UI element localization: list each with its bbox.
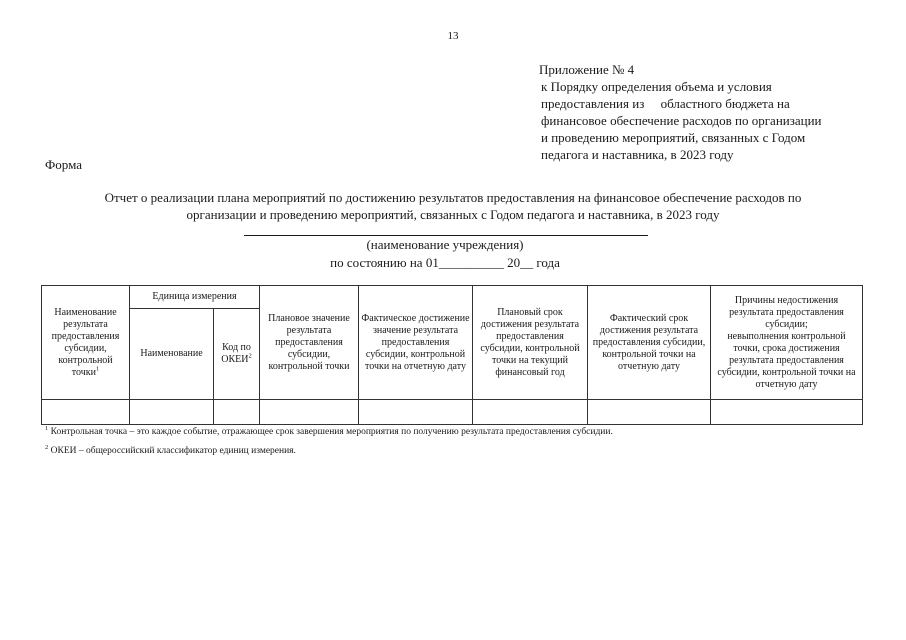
table-cell[interactable] [359,400,473,425]
as-of-date: по состоянию на 01__________ 20__ года [330,255,560,270]
page-number: 13 [447,30,459,42]
report-title-line: организации и проведению мероприятий, связанных с Годом педагога и наставника, в 2023 году [186,207,720,222]
appendix-line: и проведению мероприятий, связанных с Годом [541,130,806,145]
form-label: Форма [45,157,82,172]
table-cell[interactable] [588,400,711,425]
table-cell[interactable] [473,400,588,425]
header-planned-value: Плановое значение результата предоставления субсидии, контрольной точки [260,286,359,400]
header-actual-achievement: Фактическое достижение значение результата предоставления субсидии, контрольной точки на отчетную дату [359,286,473,400]
appendix-header [541,61,871,163]
table-cell[interactable] [42,400,130,425]
table-cell[interactable] [130,400,214,425]
table-cell[interactable] [260,400,359,425]
header-unit: Единица измерения [130,286,260,309]
header-reasons: Причины недостижения результата предоставления субсидии; невыполнения контрольной точки, срока достижения результата предоставления субсидии, контрольной точки на отчетную дату [711,286,863,400]
footnote-ref: 1 [95,365,100,373]
header-planned-deadline: Плановый срок достижения результата предоставления субсидии, контрольной точки на текущий финансовый год [473,286,588,400]
footnote-mark: 2 [45,443,49,451]
table-cell[interactable] [214,400,260,425]
header-okei-code: Код по ОКЕИ$^2$ [214,309,260,400]
header-actual-deadline: Фактический срок достижения результата предоставления субсидии, контрольной точки на отчетную дату [588,286,711,400]
footnote: $^2$ ОКЕИ – общероссийский классификатор единиц измерения. [45,443,296,456]
appendix-line: педагога и наставника, в 2023 году [541,147,734,162]
appendix-line: финансовое обеспечение расходов по организации [541,113,822,128]
footnote-ref: 2 [248,352,252,360]
appendix-line: предоставления из областного бюджета на [541,96,790,111]
institution-name-line [244,235,648,236]
report-title-line: Отчет о реализации плана мероприятий по достижению результатов предоставления на финансовое обеспечение расходов по [104,190,802,205]
report-table [41,285,863,425]
appendix-line: к Порядку определения объема и условия [541,79,772,94]
institution-caption: (наименование учреждения) [366,237,524,252]
appendix-title: Приложение № 4 [539,62,635,77]
footnotes [45,426,865,464]
footnote: $^1$ Контрольная точка – это каждое событие, отражающее срок завершения мероприятия по получению результата предоставления субсидии. [45,424,613,437]
header-result-name: Наименование результата предоставления субсидии, контрольной точки$^1$ [42,286,130,400]
header-unit-name: Наименование [130,309,214,400]
footnote-mark: 1 [45,424,49,432]
table-row [42,400,863,425]
report-title [30,189,876,223]
table-cell[interactable] [711,400,863,425]
